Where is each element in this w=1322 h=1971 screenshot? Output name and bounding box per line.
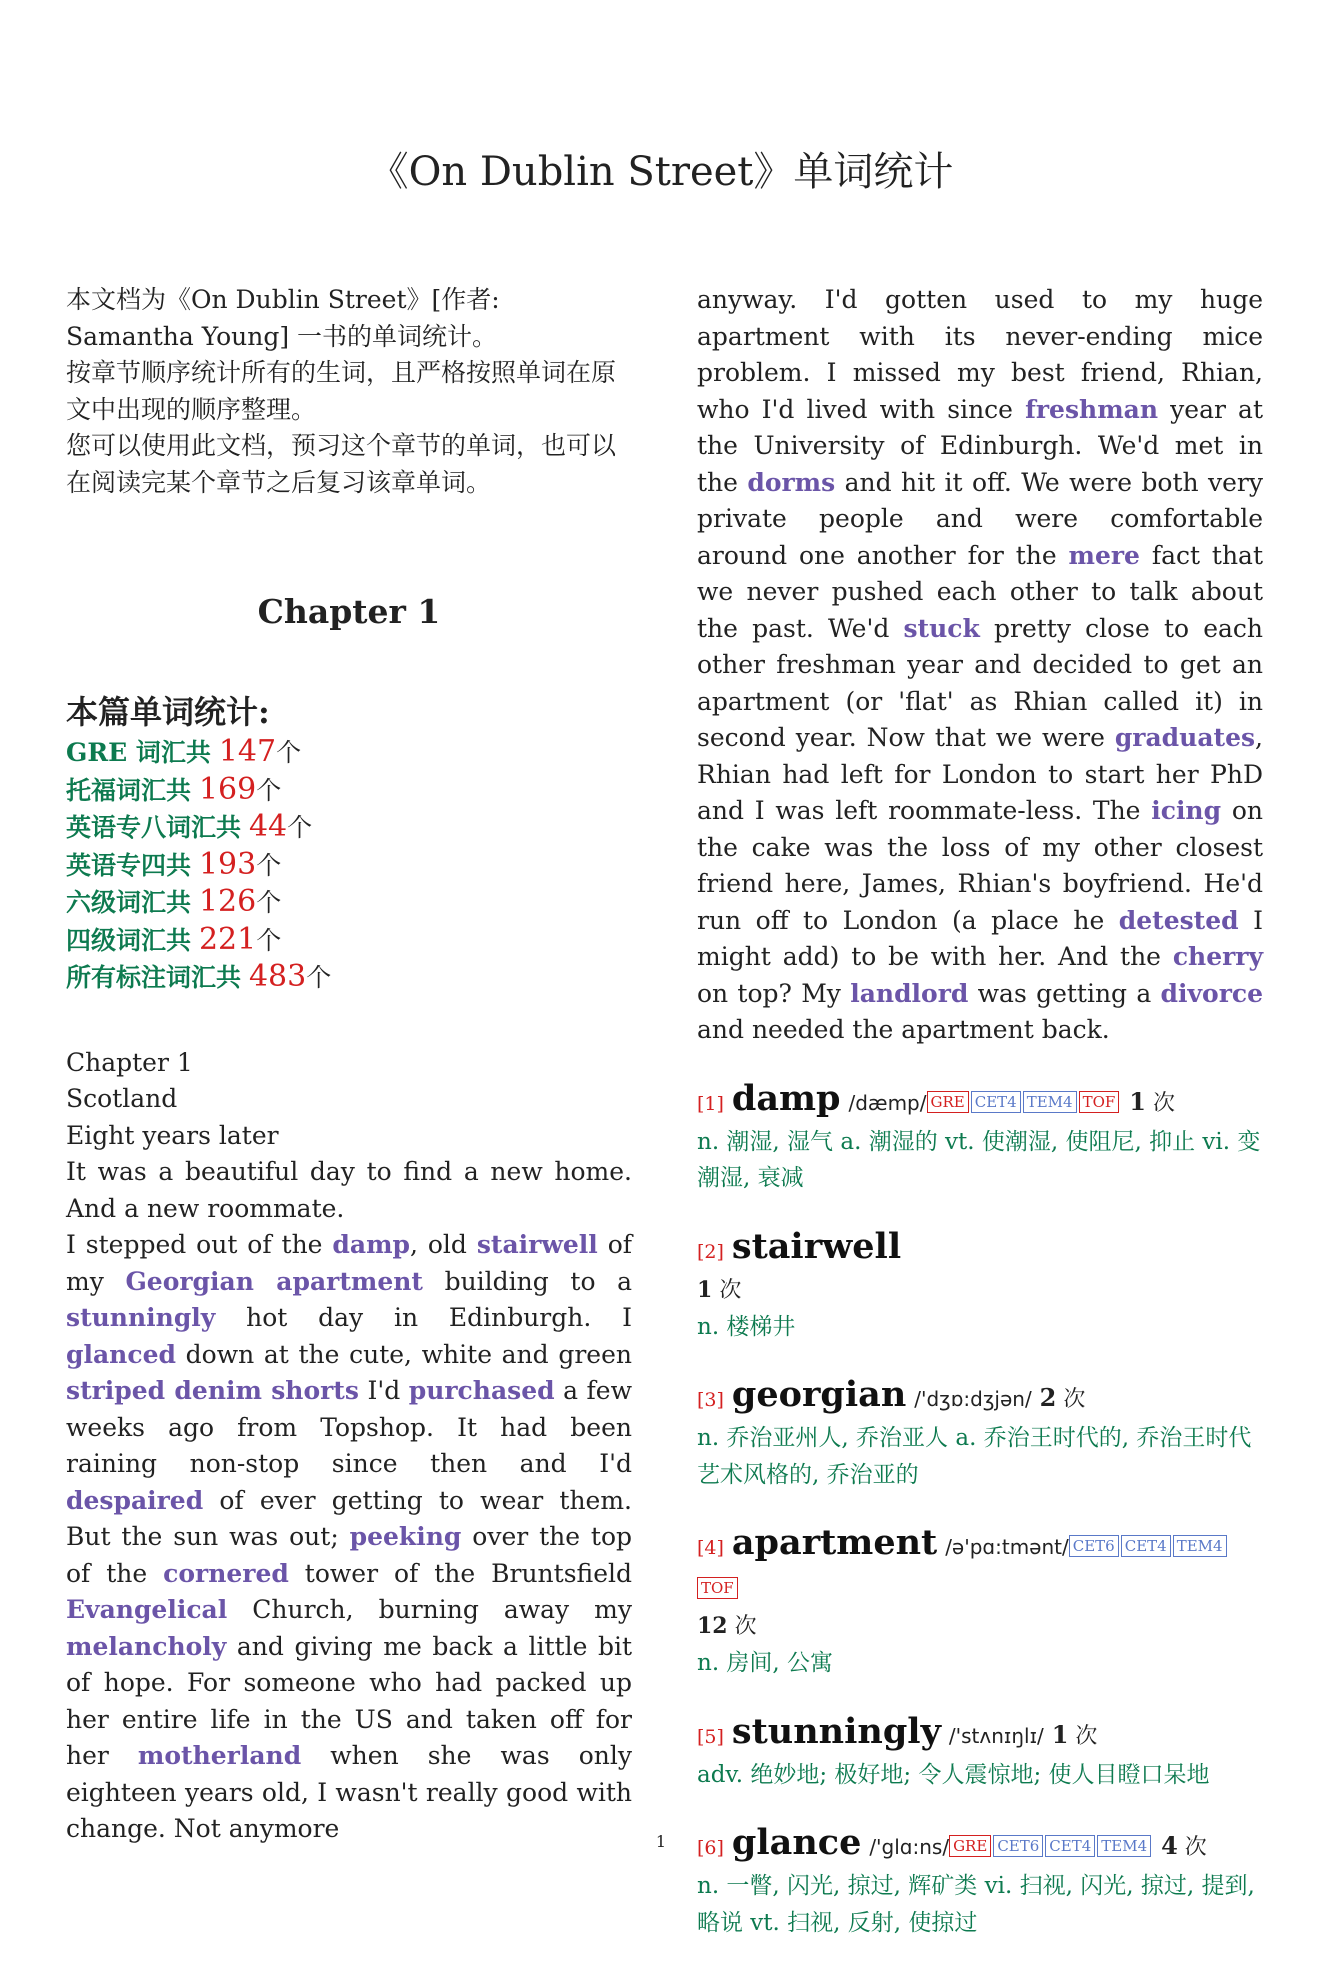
- stat-count: 221: [198, 921, 257, 957]
- stat-row: [66, 772, 632, 810]
- definition: adv. 绝妙地; 极好地; 令人震惊地; 使人目瞪口呆地: [697, 1761, 1210, 1788]
- exam-tag: GRE: [927, 1091, 969, 1113]
- occurrence-count: 1: [1129, 1086, 1146, 1116]
- highlighted-word: dorms: [747, 467, 836, 497]
- highlighted-word: landlord: [850, 978, 969, 1008]
- document-title: 《On Dublin Street》单词统计: [368, 149, 954, 195]
- stat-count: 147: [218, 734, 277, 769]
- left-column: [66, 282, 632, 1848]
- stat-label: GRE 词汇共: [66, 738, 211, 767]
- story-paragraph: It was a beautiful day to find a new home. And a new roommate.: [66, 1157, 632, 1223]
- intro-line: 本文档为《On Dublin Street》[作者: Samantha Young] 一书的单词统计。: [66, 285, 500, 351]
- entry-index: [4]: [697, 1537, 724, 1559]
- entry-index: [6]: [697, 1837, 724, 1859]
- headword: stairwell: [731, 1225, 902, 1267]
- occurrence-count: 12: [697, 1613, 728, 1639]
- phonetic: /'stʌnɪŋlɪ/: [948, 1723, 1044, 1748]
- story-paragraph: I stepped out of the damp, old stairwell of my Georgian apartment building to a stunningly hot day in Edinburgh. I glanced down at the cute, white and green striped denim shorts I'd purchased a few weeks ago from Topshop. It had been raining non-stop since then and I'd despaired of ever getting to wear them. But the sun was out; peeking over the top of the cornered tower of the Bruntsfield Evangelical Church, burning away my melancholy and giving me back a little bit of hope. For someone who had packed up her entire life in the US and taken off for her motherland when she was only eighteen years old, I wasn't really good with change. Not anymore: [66, 1230, 633, 1843]
- right-column: [697, 282, 1263, 1971]
- highlighted-word: freshman: [1025, 394, 1159, 424]
- vocab-entry: [697, 1375, 1263, 1493]
- stat-label: 英语专四共: [66, 850, 192, 880]
- stat-label: 所有标注词汇共: [66, 963, 242, 992]
- headword: glance: [731, 1822, 862, 1863]
- intro-line: 您可以使用此文档，预习这个章节的单词，也可以在阅读完某个章节之后复习该章单词。: [66, 431, 617, 497]
- stats-heading: 本篇单词统计:: [66, 693, 270, 731]
- entry-index: [2]: [697, 1240, 724, 1263]
- exam-tag: CET6: [1069, 1535, 1119, 1557]
- highlighted-word: cherry: [1172, 942, 1263, 971]
- highlighted-word: striped denim shorts: [66, 1376, 359, 1405]
- highlighted-word: Georgian apartment: [125, 1266, 423, 1296]
- vocab-entry: [697, 1227, 1263, 1346]
- definition: n. 乔治亚州人, 乔治亚人 a. 乔治王时代的, 乔治王时代艺术风格的, 乔治亚的: [697, 1425, 1252, 1488]
- story-text-continued: [697, 282, 1263, 1049]
- headword: georgian: [731, 1374, 907, 1415]
- stat-label: 六级词汇共: [66, 888, 192, 917]
- page-number: 1: [655, 1832, 667, 1851]
- count-suffix: 次: [719, 1277, 742, 1303]
- story-paragraph: anyway. I'd gotten used to my huge apartment with its never-ending mice problem. I missed my best friend, Rhian, who I'd lived with since freshman year at the University of Edinburgh. We'd met in the dorms and hit it off. We were both very private people and were comfortable around one another for the mere fact that we never pushed each other to talk about the past. We'd stuck pretty close to each other freshman year and decided to get an apartment (or 'flat' as Rhian called it) in second year. Now that we were graduates, Rhian had left for London to start her PhD and I was left roommate-less. The icing on the cake was the loss of my other closest friend here, James, Rhian's boyfriend. He'd run off to London (a place he detested I might add) to be with her. And the cherry on top? My landlord was getting a divorce and needed the apartment back.: [697, 285, 1264, 1044]
- stat-count: 44: [248, 809, 288, 844]
- stat-row: [66, 809, 632, 847]
- count-suffix: 次: [1063, 1387, 1086, 1412]
- highlighted-word: stunningly: [66, 1303, 216, 1332]
- entry-index: [5]: [697, 1725, 724, 1748]
- vocab-entry: [697, 1712, 1263, 1794]
- highlighted-word: icing: [1151, 796, 1222, 825]
- highlighted-word: stairwell: [476, 1230, 598, 1259]
- exam-tag: TEM4: [1097, 1835, 1151, 1857]
- stats-list: [66, 734, 632, 997]
- definition: n. 楼梯井: [697, 1313, 796, 1340]
- occurrence-count: 2: [1039, 1383, 1057, 1412]
- highlighted-word: divorce: [1160, 978, 1263, 1008]
- exam-tag: CET4: [1045, 1835, 1095, 1857]
- vocab-entry: [697, 1523, 1263, 1682]
- stat-unit: 个: [256, 775, 282, 805]
- stat-unit: 个: [287, 813, 313, 842]
- intro: [66, 282, 632, 501]
- count-suffix: 次: [1152, 1090, 1175, 1116]
- stat-unit: 个: [256, 925, 282, 955]
- entry-index: [1]: [697, 1092, 724, 1115]
- highlighted-word: stuck: [903, 613, 980, 643]
- highlighted-word: detested: [1118, 905, 1239, 935]
- story-text: [66, 1045, 632, 1848]
- highlighted-word: graduates: [1114, 723, 1256, 752]
- intro-line: 按章节顺序统计所有的生词，且严格按照单词在原文中出现的顺序整理。: [66, 358, 617, 424]
- phonetic: /'glɑ:ns/: [869, 1835, 950, 1859]
- highlighted-word: peeking: [349, 1522, 462, 1551]
- chapter-heading: Chapter 1: [257, 592, 441, 631]
- story-line: Chapter 1: [66, 1047, 193, 1077]
- stat-row: [66, 959, 632, 997]
- definition: n. 一瞥, 闪光, 掠过, 辉矿类 vi. 扫视, 闪光, 掠过, 提到, 略说 vt. 扫视, 反射, 使掠过: [697, 1873, 1255, 1936]
- vocab-entry: [697, 1079, 1263, 1197]
- exam-tag: CET6: [993, 1835, 1043, 1857]
- occurrence-count: 4: [1161, 1831, 1178, 1860]
- story-line: Scotland: [66, 1084, 178, 1113]
- story-line: Eight years later: [66, 1120, 279, 1150]
- stat-count: 193: [198, 846, 257, 882]
- phonetic: /'dʒɒ:dʒjən/: [914, 1387, 1032, 1411]
- highlighted-word: Evangelical: [66, 1595, 228, 1624]
- stat-count: 483: [248, 959, 307, 994]
- count-suffix: 次: [734, 1614, 757, 1639]
- stat-label: 托福词汇共: [66, 775, 192, 805]
- stat-unit: 个: [276, 738, 302, 767]
- highlighted-word: mere: [1068, 540, 1140, 570]
- phonetic: /ə'pɑ:tmənt/: [945, 1535, 1069, 1559]
- exam-tag: CET4: [1121, 1535, 1171, 1557]
- count-suffix: 次: [1184, 1835, 1207, 1860]
- stat-unit: 个: [256, 850, 282, 880]
- highlighted-word: glanced: [66, 1339, 176, 1369]
- stat-row: [66, 847, 632, 885]
- exam-tag: CET4: [971, 1091, 1021, 1113]
- headword: damp: [731, 1077, 841, 1119]
- count-suffix: 次: [1075, 1723, 1098, 1749]
- phonetic: /dæmp/: [848, 1090, 927, 1115]
- exam-tag: GRE: [949, 1835, 991, 1857]
- stat-unit: 个: [306, 963, 332, 992]
- stat-label: 四级词汇共: [66, 925, 192, 955]
- stat-row: [66, 922, 632, 960]
- headword: stunningly: [731, 1710, 941, 1752]
- exam-tag: TEM4: [1173, 1535, 1227, 1557]
- highlighted-word: purchased: [408, 1376, 555, 1405]
- stat-count: 169: [198, 771, 257, 807]
- definition: n. 潮湿, 湿气 a. 潮湿的 vt. 使潮湿, 使阻尼, 抑止 vi. 变潮湿, 衰减: [697, 1128, 1261, 1191]
- highlighted-word: despaired: [66, 1485, 204, 1515]
- exam-tag: TOF: [697, 1577, 738, 1599]
- headword: apartment: [731, 1522, 938, 1563]
- exam-tag: TEM4: [1023, 1091, 1077, 1113]
- stat-unit: 个: [256, 888, 282, 917]
- highlighted-word: cornered: [163, 1558, 289, 1588]
- occurrence-count: 1: [1051, 1719, 1069, 1749]
- vocabulary-list: [697, 1079, 1263, 1942]
- stat-row: [66, 734, 632, 772]
- entry-index: [3]: [697, 1389, 724, 1411]
- exam-tag: TOF: [1079, 1091, 1120, 1113]
- occurrence-count: 1: [697, 1276, 713, 1303]
- stat-row: [66, 884, 632, 922]
- highlighted-word: damp: [332, 1230, 411, 1259]
- highlighted-word: motherland: [137, 1741, 302, 1770]
- highlighted-word: melancholy: [66, 1631, 227, 1661]
- stat-label: 英语专八词汇共: [66, 813, 242, 842]
- definition: n. 房间, 公寓: [697, 1650, 834, 1676]
- stat-count: 126: [198, 884, 257, 919]
